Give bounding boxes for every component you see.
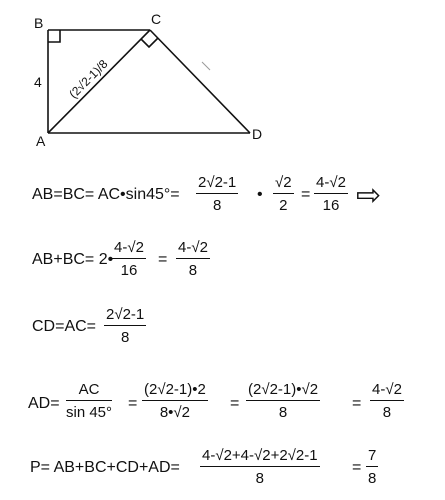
eq1-dot: • [257, 186, 263, 203]
eq2-lhs: AB+BC= 2• [32, 251, 114, 268]
right-angle-b [48, 30, 60, 42]
eq1-f2-numerator: √2 [273, 174, 294, 194]
eq4-f3-denominator: 8 [278, 404, 288, 421]
label-ac-length: (2√2-1)/8 [66, 56, 111, 102]
eq2-equals: = [158, 251, 168, 268]
eq1-fraction-1 [196, 174, 238, 214]
side-cd [150, 30, 250, 133]
eq4-f4-numerator: 4-√2 [370, 381, 404, 401]
label-c: C [151, 11, 162, 27]
eq5-f1-numerator: 4-√2+4-√2+2√2-1 [200, 447, 320, 467]
eq1-f1-numerator: 2√2-1 [196, 174, 238, 194]
eq1-fraction-3 [314, 174, 348, 214]
eq5-f2-numerator: 7 [366, 447, 378, 467]
eq4-f1-numerator: AC [66, 381, 112, 401]
eq1-f3-denominator: 16 [322, 197, 340, 214]
eq5-f2-denominator: 8 [368, 470, 377, 487]
eq2-fraction-1 [112, 239, 146, 279]
eq4-equals-2: = [230, 395, 240, 412]
label-ab-length: 4 [34, 74, 42, 90]
diagonal-ac [48, 30, 150, 133]
eq2-f1-denominator: 16 [120, 262, 138, 279]
eq4-fraction-1 [66, 381, 112, 421]
eq4-fraction-3 [246, 381, 320, 421]
eq5-lhs: P= AB+BC+CD+AD= [30, 459, 180, 476]
label-d: D [252, 126, 263, 142]
eq3-f1-denominator: 8 [120, 329, 130, 346]
label-a: A [36, 133, 46, 149]
eq4-f1-denominator: sin 45° [66, 404, 113, 421]
eq4-fraction-4 [370, 381, 404, 421]
eq3-f1-numerator: 2√2-1 [104, 306, 146, 326]
eq5-equals: = [352, 459, 362, 476]
eq1-equals: = [301, 186, 311, 203]
eq2-f2-numerator: 4-√2 [176, 239, 210, 259]
eq5-fraction-2 [366, 447, 378, 487]
eq4-fraction-2 [142, 381, 208, 421]
eq1-f1-denominator: 8 [212, 197, 222, 214]
label-b: B [34, 15, 44, 31]
eq4-lhs: AD= [28, 395, 60, 412]
implies-arrow-icon: ⇨ [356, 179, 382, 212]
eq5-f1-denominator: 8 [255, 470, 264, 487]
eq1-fraction-2 [273, 174, 294, 214]
eq4-f2-numerator: (2√2-1)•2 [142, 381, 208, 401]
eq3-lhs: CD=AC= [32, 318, 97, 335]
eq2-f2-denominator: 8 [188, 262, 198, 279]
eq4-f2-denominator: 8•√2 [159, 404, 190, 421]
eq4-equals-1: = [128, 395, 138, 412]
eq4-f3-numerator: (2√2-1)•√2 [246, 381, 320, 401]
eq1-f2-denominator: 2 [279, 197, 288, 214]
eq1-f3-numerator: 4-√2 [314, 174, 348, 194]
eq2-fraction-2 [176, 239, 210, 279]
right-angle-c [141, 38, 158, 47]
eq1-lhs: AB=BC= AC•sin45°= [32, 186, 180, 203]
eq2-f1-numerator: 4-√2 [112, 239, 146, 259]
eq4-f4-denominator: 8 [382, 404, 392, 421]
eq4-equals-3: = [352, 395, 362, 412]
trapezoid-figure [0, 0, 445, 160]
tick-mark [202, 62, 210, 70]
eq3-fraction-1 [104, 306, 146, 346]
eq5-fraction-1 [200, 447, 320, 487]
